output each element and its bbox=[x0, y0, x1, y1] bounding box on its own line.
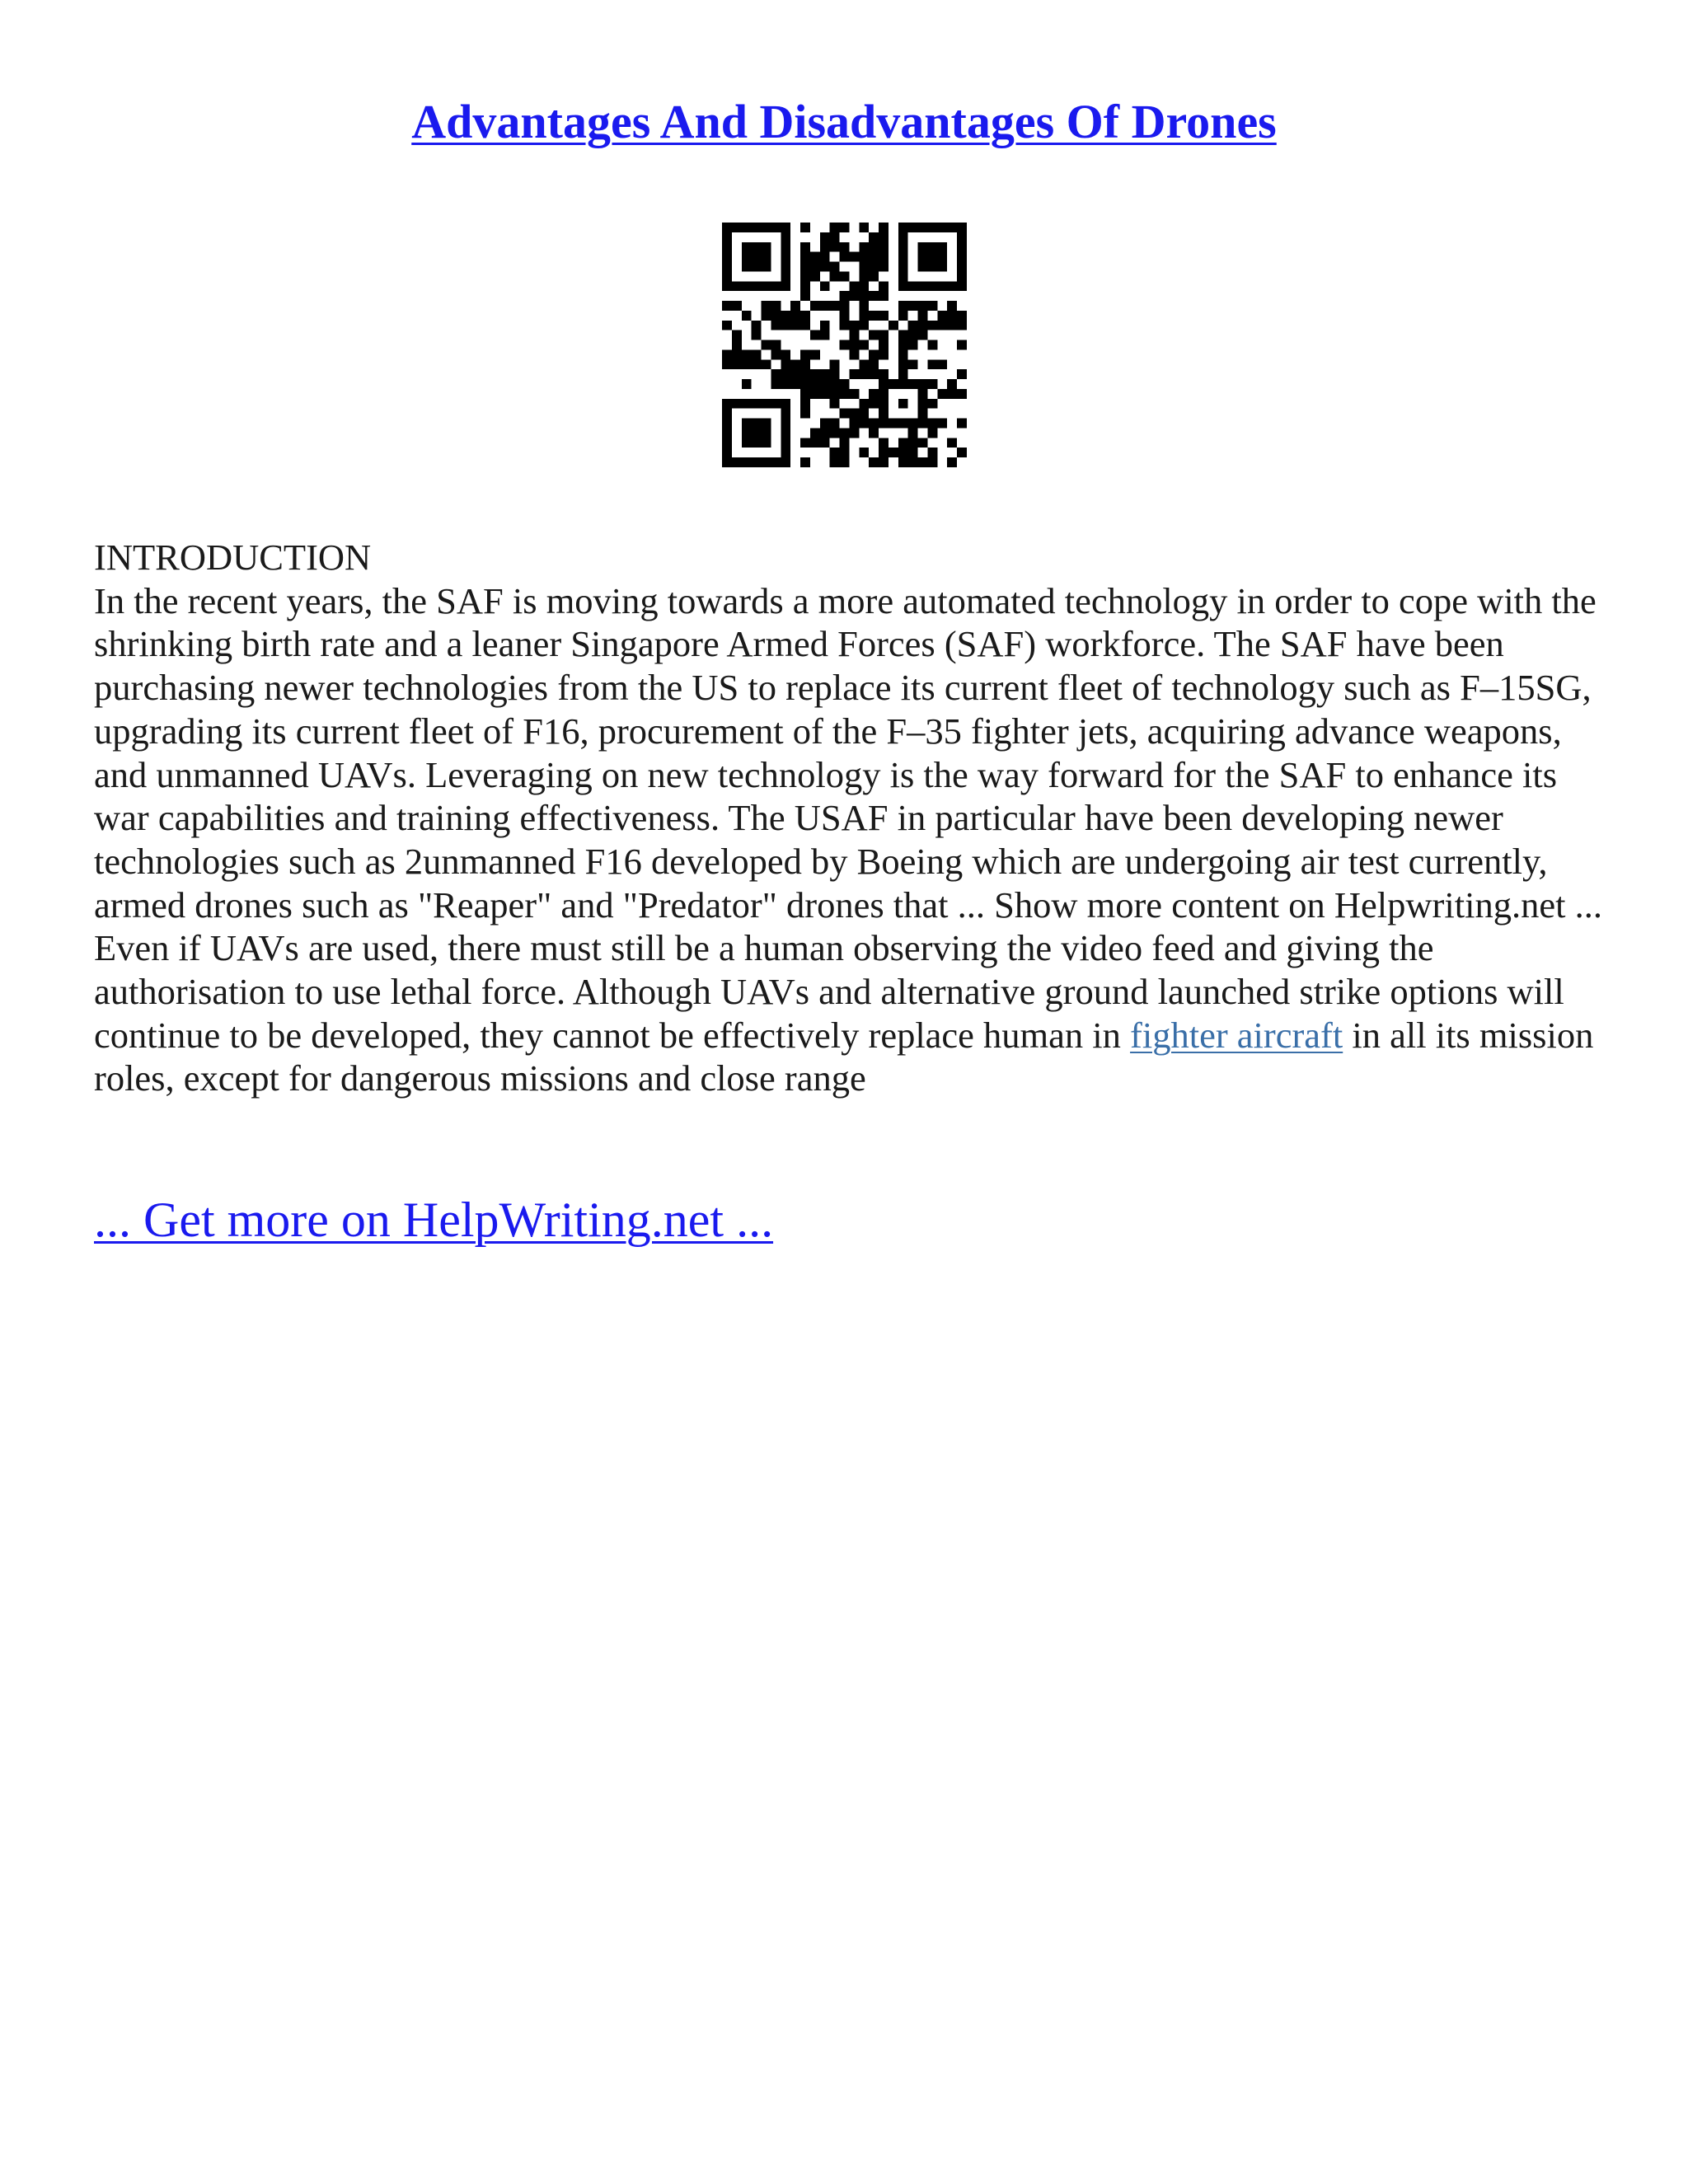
get-more-paragraph bbox=[94, 1187, 773, 1253]
fighter-aircraft-link[interactable]: fighter aircraft bbox=[1130, 1014, 1343, 1056]
paragraph-uav-text-start: Even if UAVs are used, there must still be a human observing the video feed and giving the authorisation to use lethal force. Although UAVs and alternative ground launched strike options will continue to be developed, they cannot be effectively replace human in bbox=[94, 927, 1564, 1056]
qr-code-graphic bbox=[722, 223, 967, 467]
paragraph-uav-text-end: in all its mission roles, except for dangerous missions and close range bbox=[94, 1014, 1594, 1099]
paragraph-uav bbox=[94, 926, 1602, 1100]
page-title bbox=[0, 89, 1688, 155]
get-more-link[interactable]: ... Get more on HelpWriting.net ... bbox=[94, 1193, 774, 1247]
paragraph-intro: In the recent years, the SAF is moving towards a more automated technology in order to cope with the shrinking birth rate and a leaner Singapore Armed Forces (SAF) workforce. The SAF have been purchasing newer technologies from the US to replace its current fleet of technology such as F–15SG, upgrading its current fleet of F16, procurement of the F–35 fighter jets, acquiring advance weapons, and unmanned UAVs. Leveraging on new technology is the way forward for the SAF to enhance its war capabilities and training effectiveness. The USAF in particular have been developing newer technologies such as 2unmanned F16 developed by Boeing which are undergoing air test currently, armed drones such as "Reaper" and "Predator" drones that ... Show more content on Helpwriting.net ... bbox=[94, 579, 1602, 926]
section-heading: INTRODUCTION bbox=[94, 537, 372, 578]
qr-code-icon bbox=[722, 223, 967, 467]
title-link[interactable]: Advantages And Disadvantages Of Drones bbox=[411, 95, 1277, 148]
article-body bbox=[94, 536, 1602, 1100]
